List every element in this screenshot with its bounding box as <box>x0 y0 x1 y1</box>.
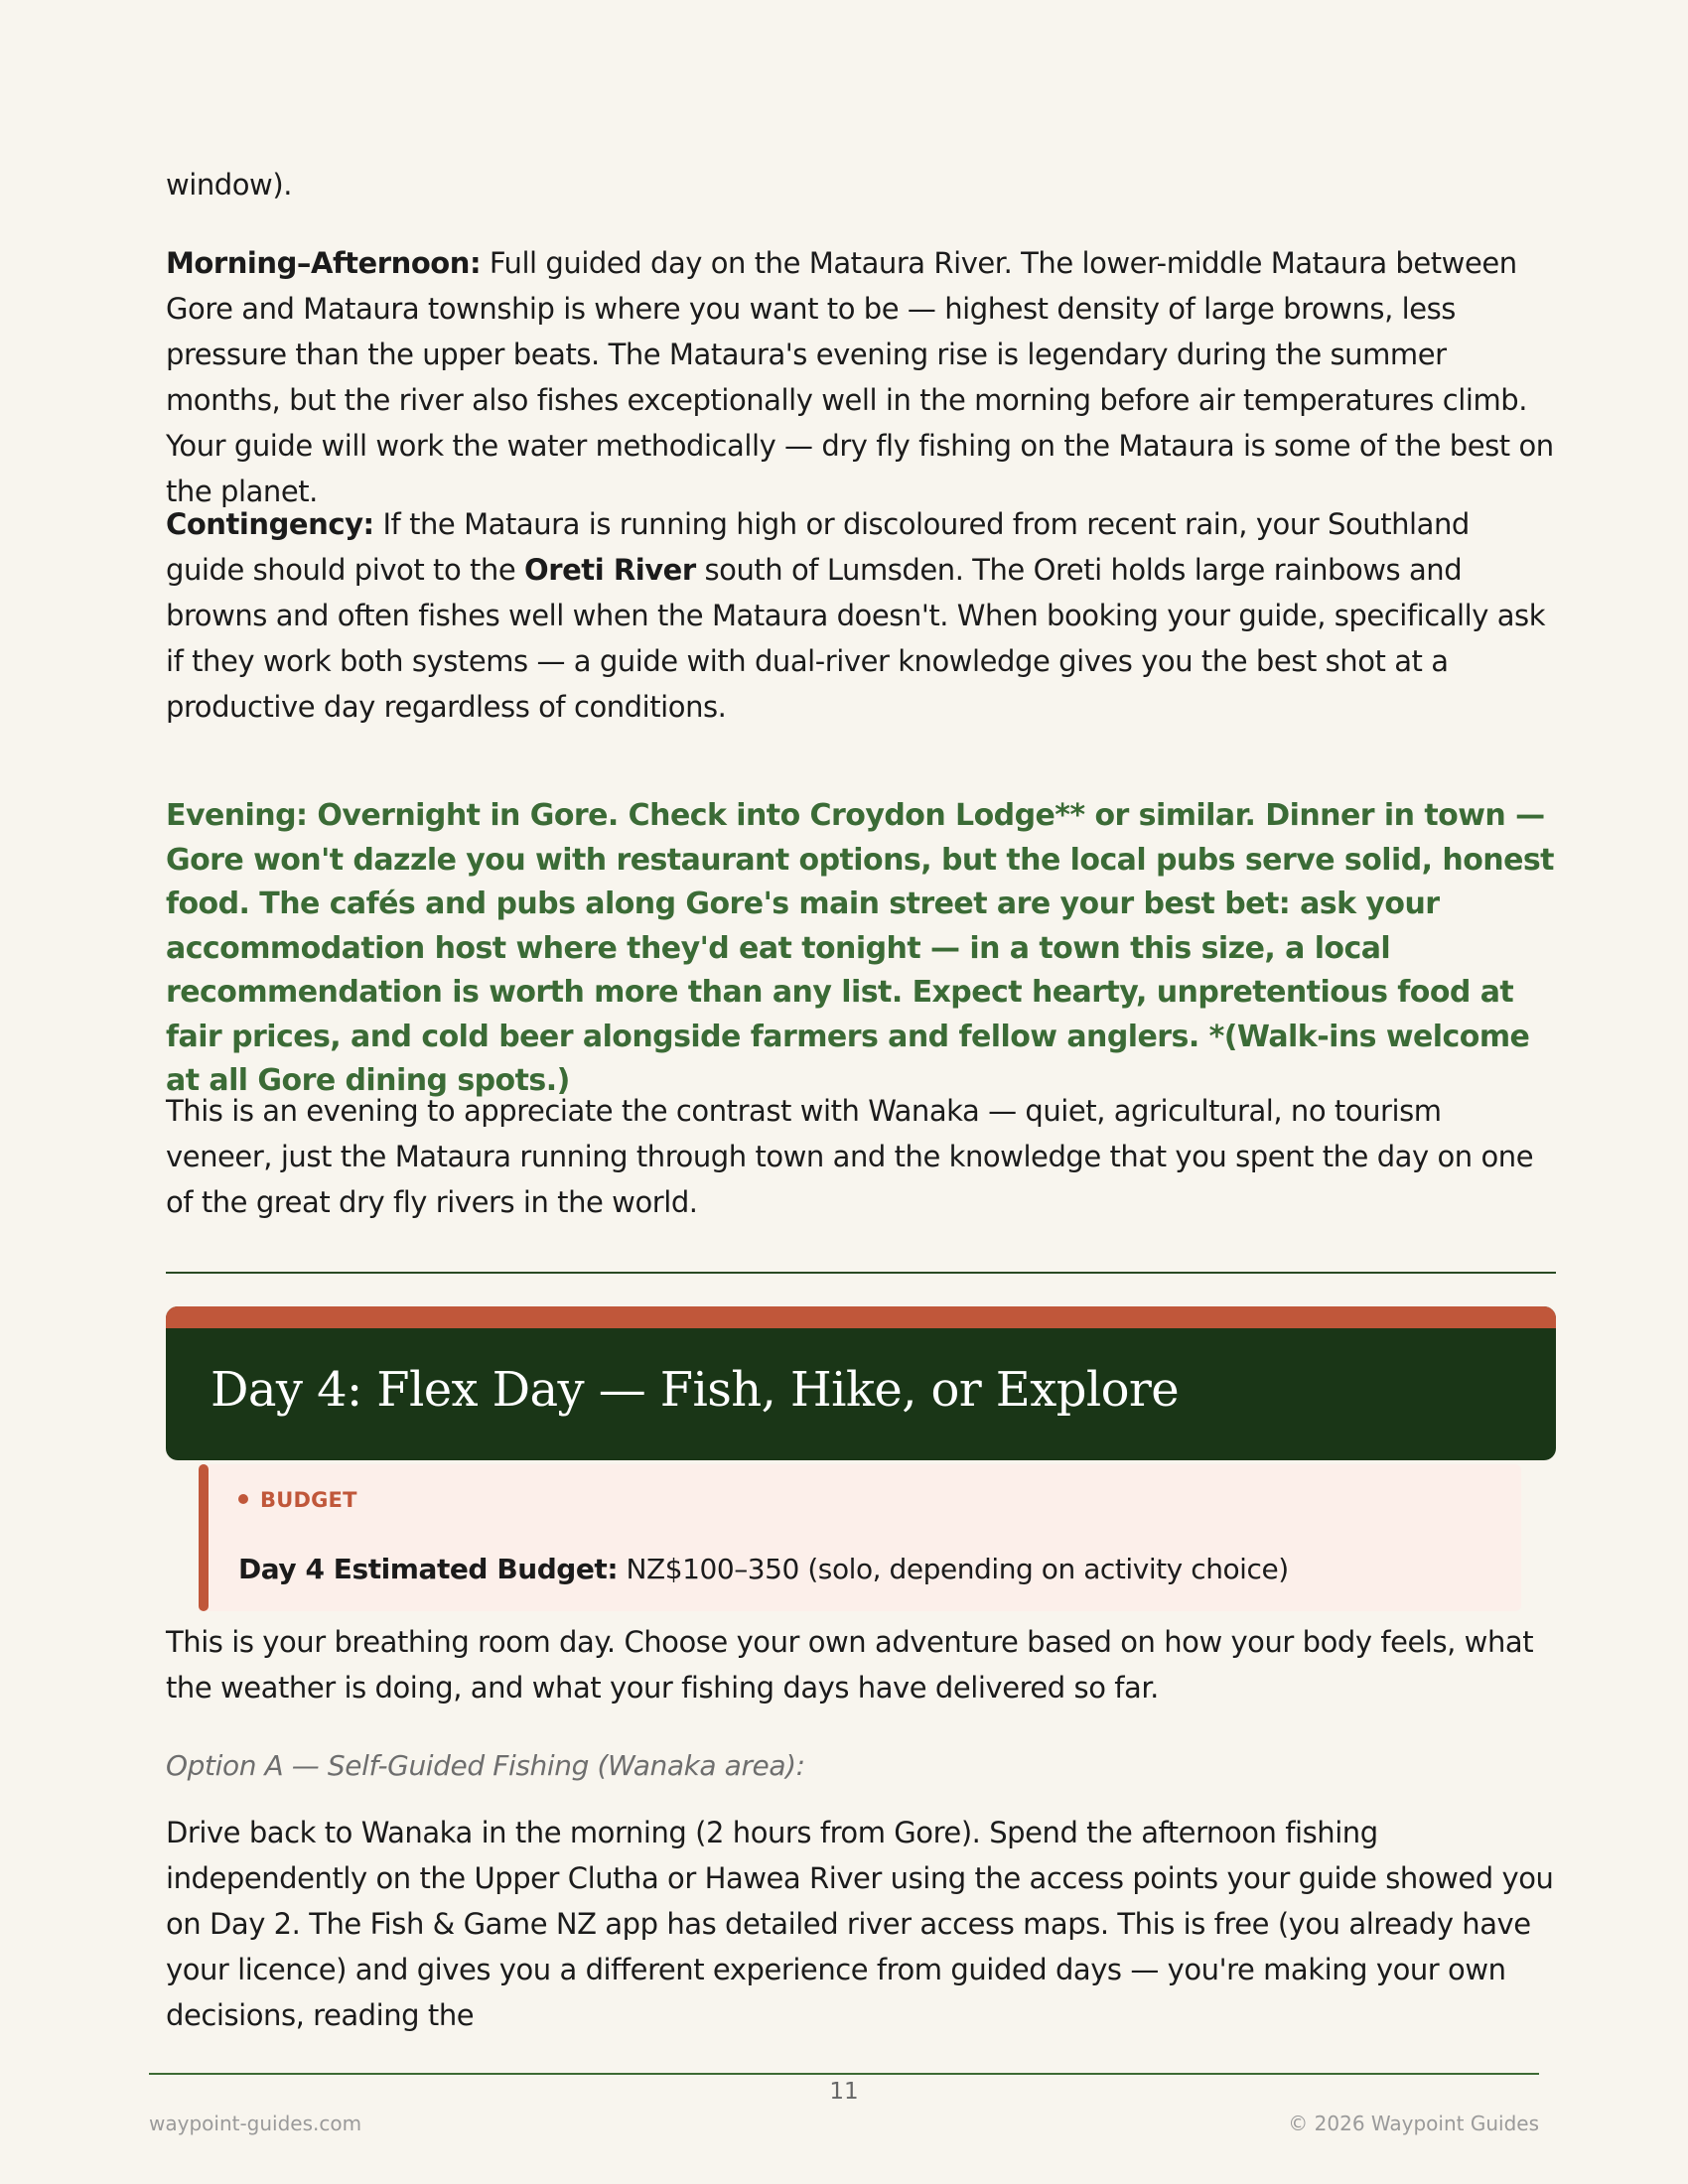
option-a-text: Drive back to Wanaka in the morning (2 hours from Gore). Spend the afternoon fishing independently on the Upper Clutha or Hawea River using the access points your guide showed you on Day 2. The Fish & Game NZ app has detailed river access maps. This is free (you already have your licence) and gives you a different experience from guided days — you're making your own decisions, reading the <box>166 1816 1554 2032</box>
budget-accent-rule <box>199 1464 209 1611</box>
paragraph-contrast: This is an evening to appreciate the contrast with Wanaka — quiet, agricultural, no tourism veneer, just the Mataura running through town and the knowledge that you spent the day on one of the great dry fly rivers in the world. <box>166 1094 1534 1219</box>
header-accent-bar <box>166 1306 1556 1328</box>
day4-title: Day 4: Flex Day — Fish, Hike, or Explore <box>211 1362 1180 1418</box>
evening-callout: Evening: Overnight in Gore. Check into Croydon Lodge** or similar. Dinner in town — Gore won't dazzle you with restaurant options, but the local pubs serve solid, honest food. The cafés and pubs along Gore's main street are your best bet: ask your accommodation host where they'd eat tonight — in a town this size, a local recommendation is worth more than any list. Expect hearty, unpretentious food at fair prices, and cold beer alongside farmers and fellow anglers. *(Walk-ins welcome at all Gore dining spots.) <box>166 798 1554 1098</box>
budget-callout <box>199 1464 1521 1611</box>
day4-header <box>166 1306 1556 1460</box>
budget-label: Day 4 Estimated Budget: <box>238 1553 619 1585</box>
paragraph-contingency <box>166 501 1556 730</box>
budget-line <box>238 1550 1289 1589</box>
page-number: 11 <box>829 2079 859 2105</box>
option-a-heading: Option A — Self-Guided Fishing (Wanaka area): <box>166 1749 805 1782</box>
budget-tag <box>238 1488 357 1512</box>
day4-intro: This is your breathing room day. Choose your own adventure based on how your body feels, what the weather is doing, and what your fishing days have delivered so far. <box>166 1625 1534 1705</box>
oreti-river-label: Oreti River <box>524 553 696 587</box>
budget-tag-label: BUDGET <box>260 1488 357 1512</box>
paragraph-morning <box>166 240 1556 514</box>
morning-text: Full guided day on the Mataura River. The lower-middle Mataura between Gore and Mataura township is where you want to be — highest density of large browns, less pressure than the upper beats. The Mataura's evening rise is legendary during the summer months, but the river also fishes exceptionally well in the morning before air temperatures climb. Your guide will work the water methodically — dry fly fishing on the Mataura is some of the best on the planet. <box>166 246 1554 508</box>
contingency-text-1: If the Mataura is running high or discoloured from recent rain, your Southland guide should pivot to the <box>166 507 1470 587</box>
morning-label: Morning–Afternoon: <box>166 246 482 280</box>
footer-site-link[interactable]: waypoint-guides.com <box>149 2112 362 2135</box>
paragraph-window-tail <box>166 162 292 207</box>
section-divider <box>166 1272 1556 1274</box>
bullet-dot-icon <box>238 1494 248 1504</box>
budget-value: NZ$100–350 (solo, depending on activity choice) <box>618 1553 1289 1585</box>
contingency-text-2: south of Lumsden. The Oreti holds large rainbows and browns and often fishes well when the Mataura doesn't. When booking your guide, specifically ask if they work both systems — a guide with dual-river knowledge gives you the best shot at a productive day regardless of conditions. <box>166 553 1546 724</box>
contingency-label: Contingency: <box>166 507 374 541</box>
footer-copyright: © 2026 Waypoint Guides <box>1288 2112 1539 2135</box>
window-tail-text: window). <box>166 168 292 202</box>
footer-divider <box>149 2073 1539 2075</box>
